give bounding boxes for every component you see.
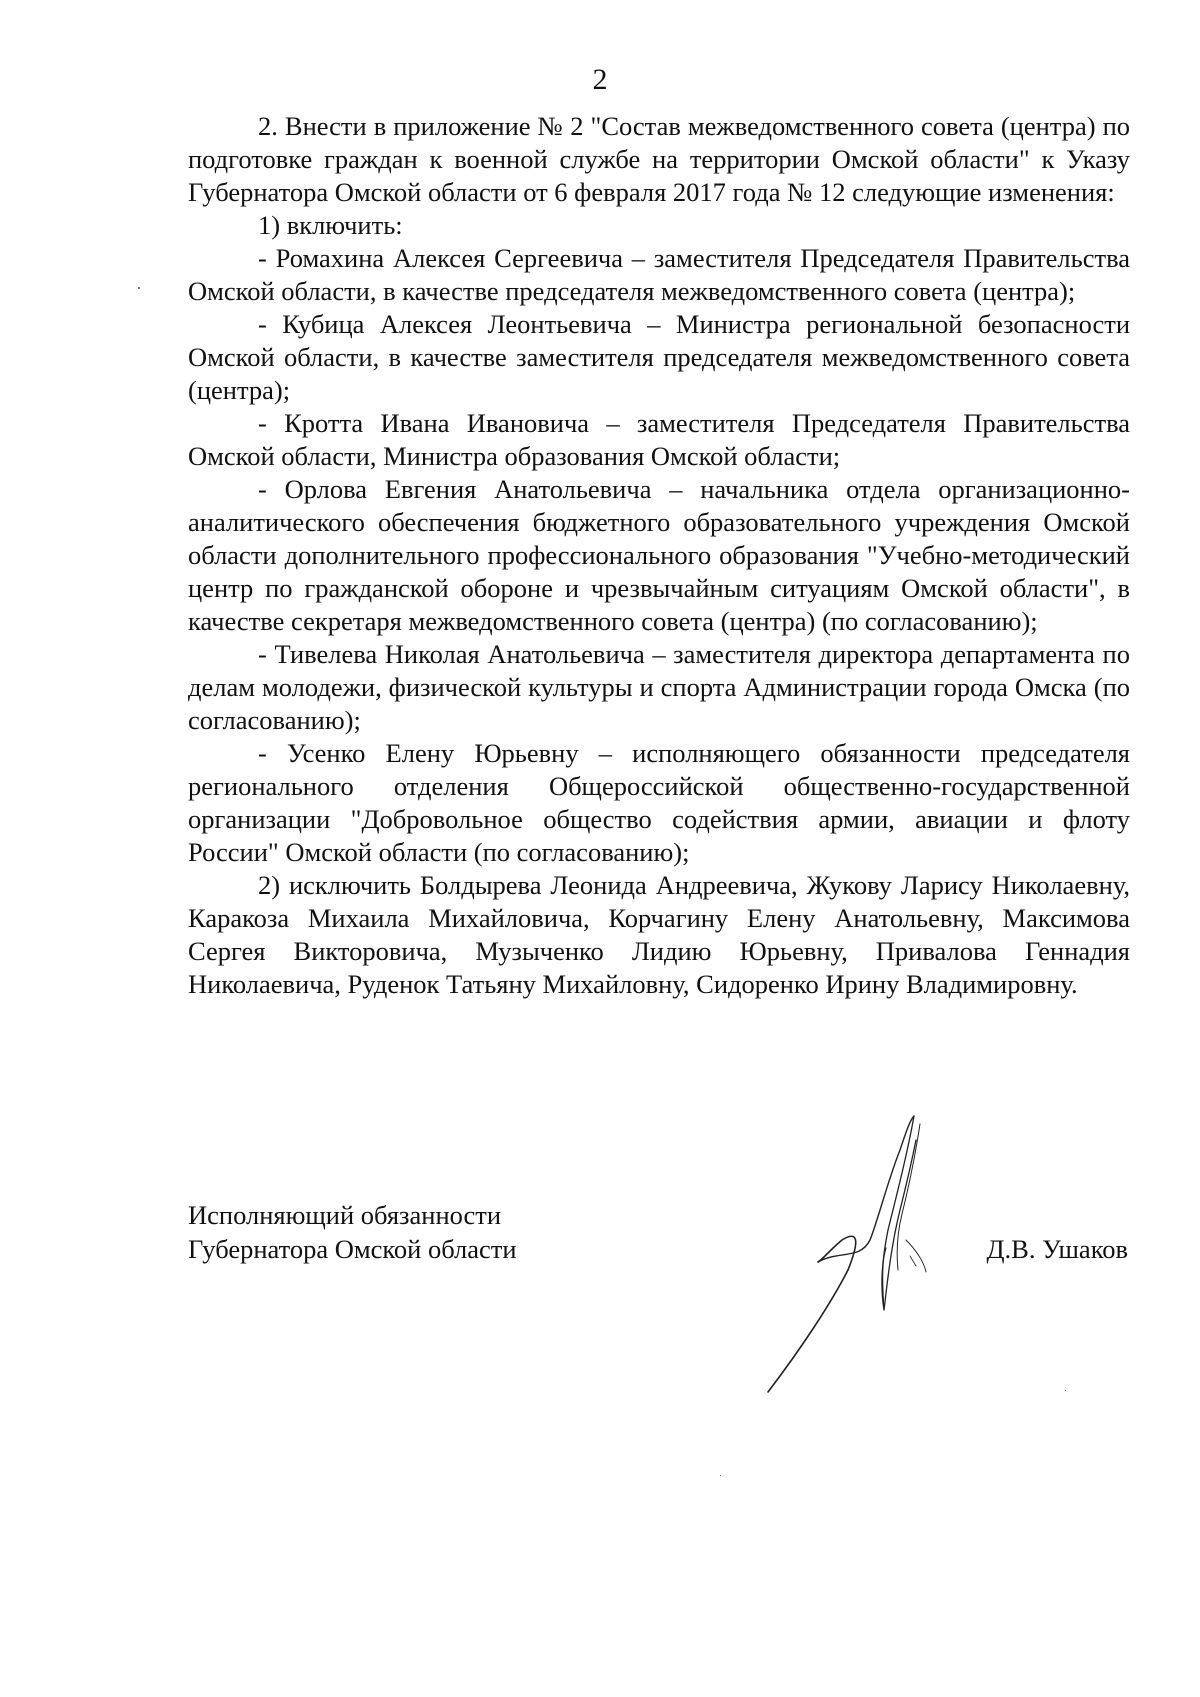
scan-speck (720, 1475, 721, 1476)
signature-stroke (882, 1116, 916, 1310)
paragraph-include-usenko: - Усенко Елену Юрьевну – исполняющего обязанности председателя регионального отделения Общероссийской общественно-государственной организации "Добровольное общество содействия армии, авиации и флоту России" Омской области (по согласованию); (188, 738, 1130, 867)
signatory-title-line-1: Исполняющий обязанности (188, 1200, 502, 1230)
paragraph-amendment-intro: 2. Внести в приложение № 2 "Состав межведомственного совета (центра) по подготовке граждан к военной службе на территории Омской области" к Указу Губернатора Омской области от 6 февраля 2017 года № 12 следующие изменения: (188, 111, 1130, 207)
paragraph-include-kubitsa: - Кубица Алексея Леонтьевича – Министра региональной безопасности Омской области, в качестве заместителя председателя межведомственного совета (центра); (188, 309, 1130, 405)
paragraph-include-orlov: - Орлова Евгения Анатольевича – начальника отдела организационно-аналитического обеспечения бюджетного образовательного учреждения Омской области дополнительного профессионального образования "Учебно-методический центр по гражданской обороне и чрезвычайным ситуациям Омской области", в качестве секретаря межведомственного совета (центра) (по согласованию); (188, 474, 1130, 636)
paragraph-exclude: 2) исключить Болдырева Леонида Андреевича, Жукову Ларису Николаевну, Каракоза Михаила Михайловича, Корчагину Елену Анатольевну, Максимова Сергея Викторовича, Музыченко Лидию Юрьевну, Привалова Геннадия Николаевича, Руденок Татьяну Михайловну, Сидоренко Ирину Владимировну. (188, 870, 1130, 999)
signature-stroke (910, 1256, 916, 1266)
page-number: 2 (592, 63, 608, 96)
paragraph-include-heading: 1) включить: (258, 210, 403, 240)
paragraph-include-romakhin: - Ромахина Алексея Сергеевича – заместителя Председателя Правительства Омской области, в качестве председателя межведомственного совета (центра); (188, 243, 1130, 306)
signature-stroke (818, 1116, 914, 1262)
scan-speck (138, 287, 140, 289)
signature-stroke (768, 1236, 856, 1392)
signatory-name: Д.В. Ушаков (986, 1234, 1128, 1264)
signatory-title-line-2: Губернатора Омской области (188, 1234, 517, 1264)
document-body (188, 110, 1130, 1001)
scan-speck (1065, 1390, 1066, 1391)
signature-stroke (906, 1240, 926, 1272)
paragraph-include-krott: - Кротта Ивана Ивановича – заместителя Председателя Правительства Омской области, Министра образования Омской области; (188, 408, 1130, 471)
handwritten-signature (760, 1110, 1000, 1400)
signatory-title (188, 1198, 517, 1266)
paragraph-include-tivelev: - Тивелева Николая Анатольевича – заместителя директора департамента по делам молодежи, физической культуры и спорта Администрации города Омска (по согласованию); (188, 639, 1130, 735)
